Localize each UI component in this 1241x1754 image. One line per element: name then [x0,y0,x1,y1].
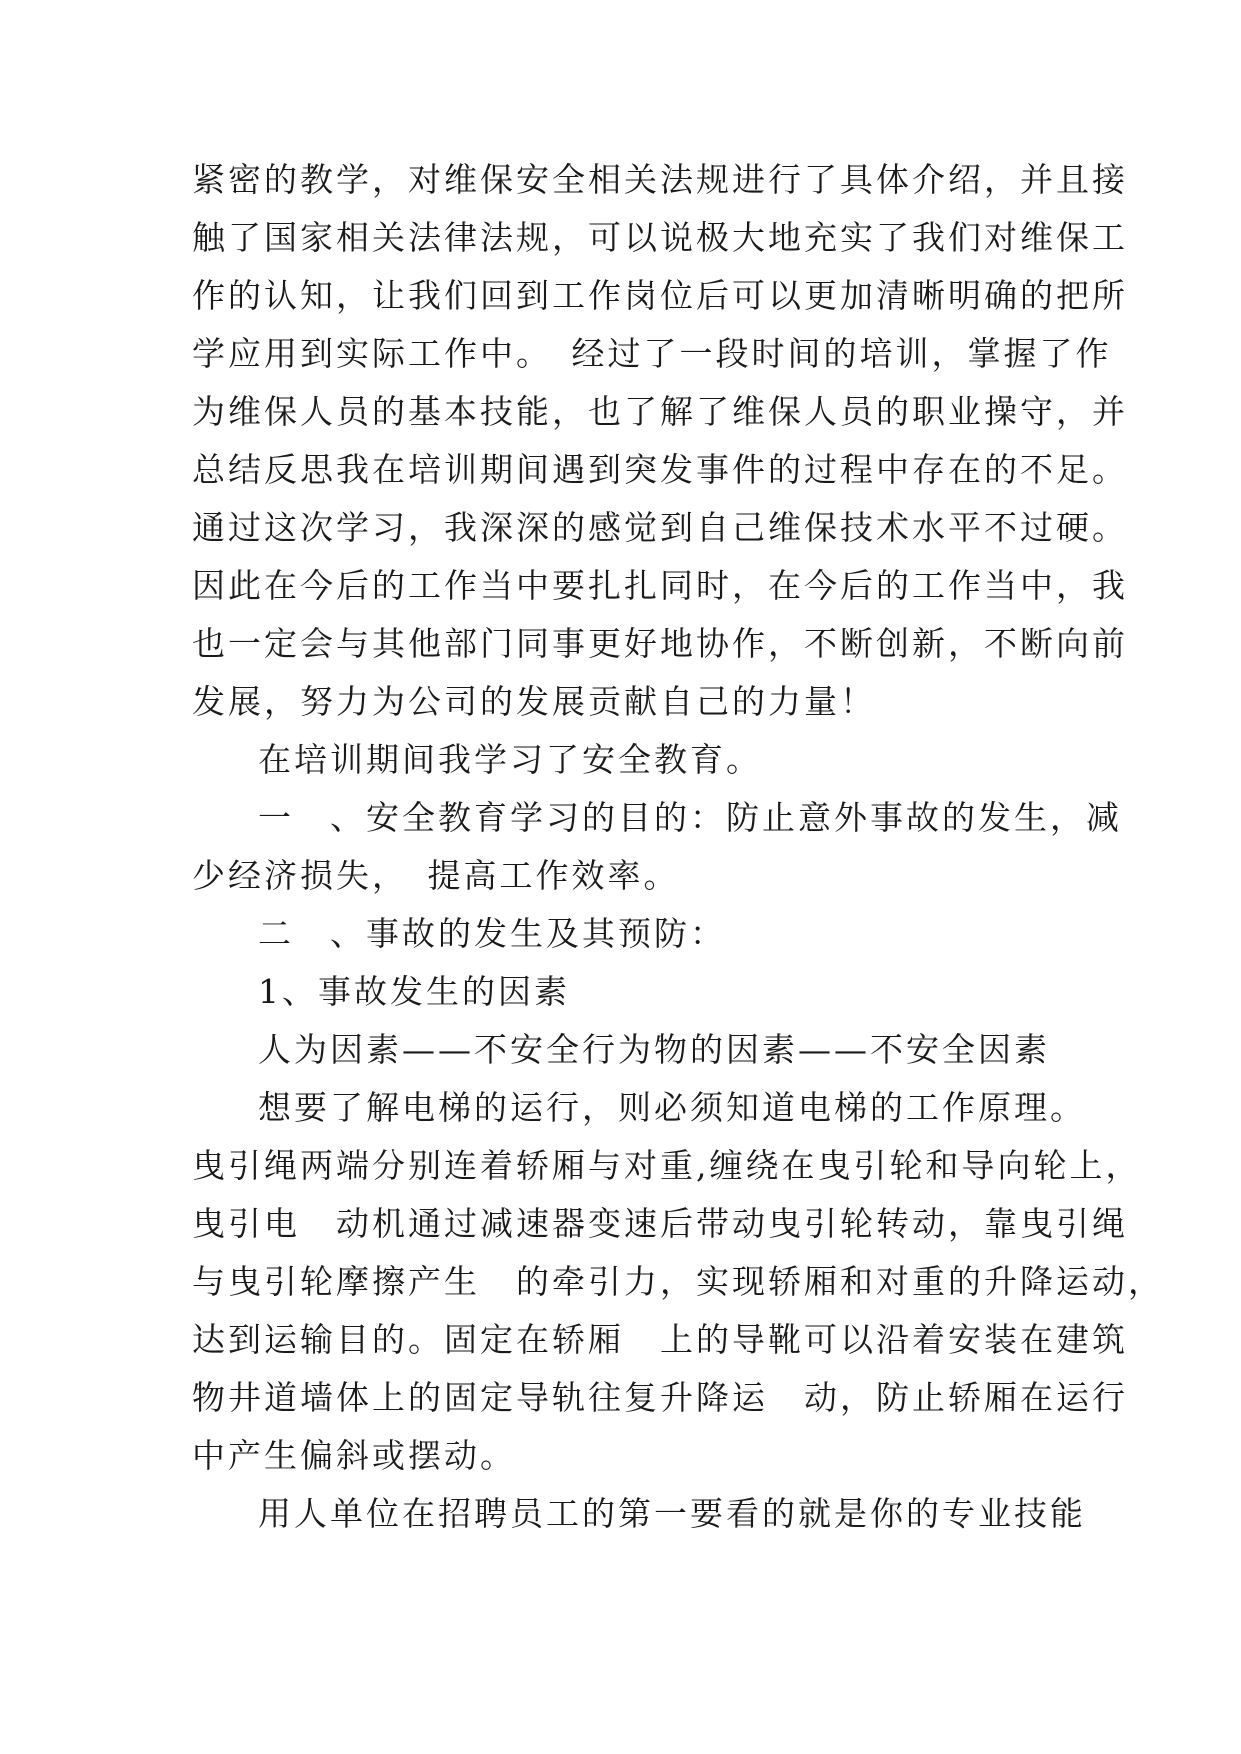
text-line: 二 、事故的发生及其预防： [258,914,726,953]
text-line: 因此在今后的工作当中要扎扎同时，在今后的工作当中，我 [192,566,1128,605]
document-body [192,160,1164,1552]
text-line: 中产生偏斜或摆动。 [192,1436,516,1475]
text-line: 少经济损失， 提高工作效率。 [192,856,680,895]
text-line: 紧密的教学，对维保安全相关法规进行了具体介绍，并且接 [192,160,1128,199]
text-line: 学应用到实际工作中。 经过了一段时间的培训，掌握了作 [192,334,1112,373]
text-line: 曳引绳两端分别连着轿厢与对重,缠绕在曳引轮和导向轮上， [192,1146,1142,1185]
text-line: 想要了解电梯的运行，则必须知道电梯的工作原理。 [258,1088,1086,1127]
text-line: 物井道墙体上的固定导轨往复升降运 动，防止轿厢在运行 [192,1378,1128,1417]
text-line: 发展，努力为公司的发展贡献自己的力量！ [192,682,876,721]
text-line: 触了国家相关法律法规，可以说极大地充实了我们对维保工 [192,218,1128,257]
text-line: 与曳引轮摩擦产生 的牵引力，实现轿厢和对重的升降运动， [192,1262,1164,1301]
text-line: 作的认知，让我们回到工作岗位后可以更加清晰明确的把所 [192,276,1128,315]
text-line: 一 、安全教育学习的目的：防止意外事故的发生，减 [258,798,1122,837]
text-line: 通过这次学习，我深深的感觉到自己维保技术水平不过硬。 [192,508,1128,547]
text-line: 总结反思我在培训期间遇到突发事件的过程中存在的不足。 [192,450,1128,489]
text-line: 为维保人员的基本技能，也了解了维保人员的职业操守，并 [192,392,1128,431]
text-line: 达到运输目的。固定在轿厢 上的导靴可以沿着安装在建筑 [192,1320,1128,1359]
text-line: 人为因素——不安全行为物的因素——不安全因素 [258,1030,1050,1069]
text-line: 用人单位在招聘员工的第一要看的就是你的专业技能 [258,1494,1086,1533]
text-line: 也一定会与其他部门同事更好地协作，不断创新，不断向前 [192,624,1128,663]
text-line: 在培训期间我学习了安全教育。 [258,740,762,779]
text-line: 1、事故发生的因素 [258,972,570,1011]
text-line: 曳引电 动机通过减速器变速后带动曳引轮转动，靠曳引绳 [192,1204,1128,1243]
